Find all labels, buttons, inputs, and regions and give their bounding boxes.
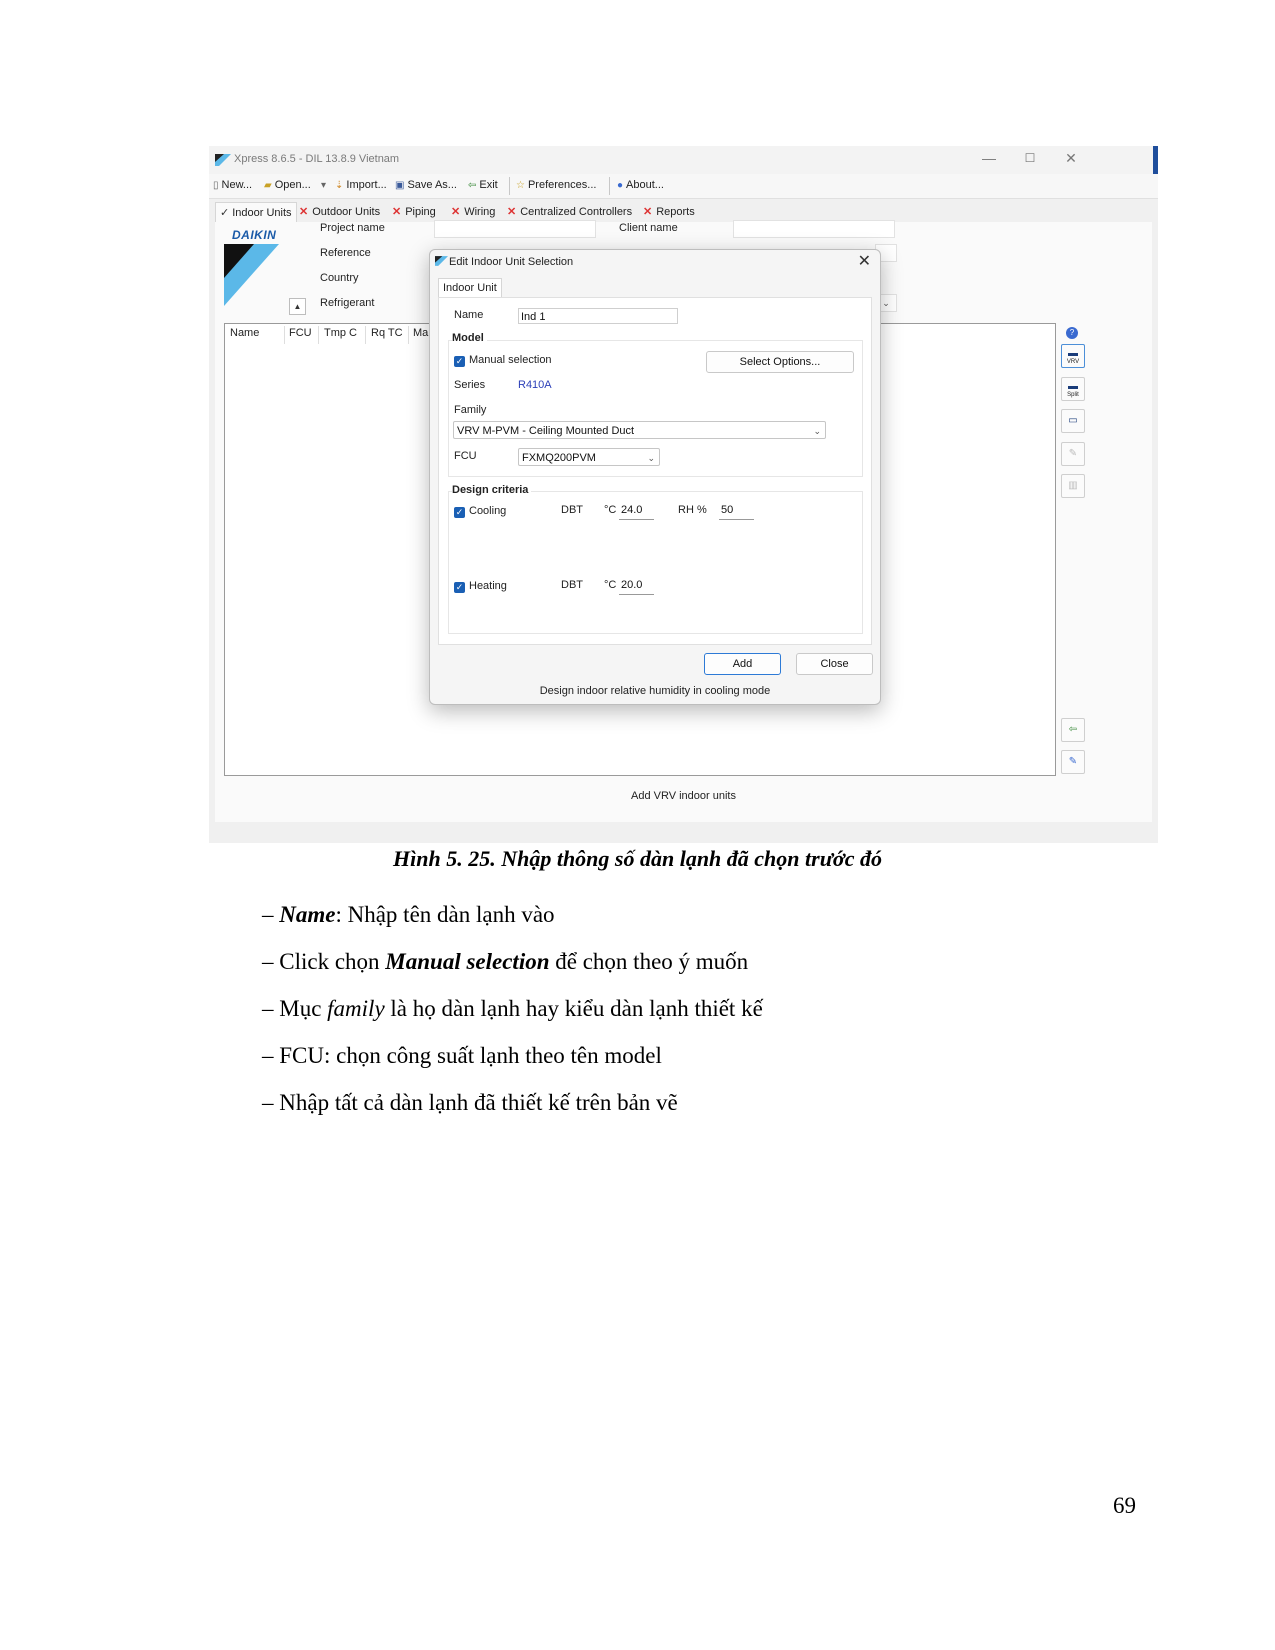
- name-label: Name: [454, 309, 484, 321]
- info-icon: ●: [617, 180, 624, 191]
- tab-outdoor-units[interactable]: ✕ Outdoor Units: [299, 206, 381, 218]
- error-x-icon: ✕: [299, 206, 309, 218]
- trash-icon: ▥: [1068, 480, 1078, 491]
- save-as-button[interactable]: ▣ Save As...: [395, 179, 457, 191]
- window-edge: [1153, 146, 1158, 174]
- close-window-button[interactable]: ✕: [1065, 150, 1077, 166]
- tab-piping[interactable]: ✕ Piping: [392, 206, 436, 218]
- tab-centralized-controllers[interactable]: ✕ Centralized Controllers: [507, 206, 633, 218]
- add-button[interactable]: Add: [704, 653, 781, 675]
- figure-caption: Hình 5. 25. Nhập thông số dàn lạnh đã chọn trước đó: [393, 846, 882, 871]
- toolbar: [209, 174, 1158, 199]
- exit-icon: ⇦: [468, 180, 477, 191]
- family-select[interactable]: VRV M-PVM - Ceiling Mounted Duct ⌄: [453, 421, 826, 439]
- open-dropdown-arrow[interactable]: [321, 179, 329, 191]
- new-button[interactable]: ▯ New...: [213, 179, 253, 191]
- chevron-down-icon: ▾: [321, 180, 327, 191]
- cooling-checkbox[interactable]: ✓: [455, 507, 464, 517]
- client-name-label: Client name: [619, 222, 678, 234]
- column-header-rqtc[interactable]: Rq TC: [371, 327, 403, 339]
- heating-unit-label: °C: [604, 579, 617, 591]
- tab-indoor-units[interactable]: ✓ Indoor Units: [215, 202, 297, 222]
- column-header-ma[interactable]: Ma: [413, 327, 429, 339]
- vrv-unit-icon: ▬: [1068, 348, 1078, 359]
- window-title: Xpress 8.6.5 - DIL 13.8.9 Vietnam: [234, 153, 400, 165]
- app-logo-icon: [215, 154, 231, 166]
- folder-icon: ▰: [264, 180, 272, 191]
- project-name-input[interactable]: [434, 220, 596, 238]
- dialog-close-icon[interactable]: ✕: [857, 253, 871, 270]
- status-bar: Add VRV indoor units: [631, 790, 736, 802]
- controller-icon: ▭: [1068, 415, 1078, 426]
- chevron-down-icon: ⌄: [647, 453, 655, 463]
- heating-label[interactable]: Heating: [469, 580, 507, 592]
- column-divider: [408, 326, 409, 344]
- design-criteria-heading: Design criteria: [452, 484, 531, 496]
- heating-checkbox[interactable]: ✓: [455, 582, 464, 592]
- add-vrv-button[interactable]: ▬ VRV: [1061, 344, 1085, 368]
- software-screenshot: [209, 146, 1158, 843]
- collapse-button[interactable]: ▲: [289, 298, 306, 315]
- series-value: R410A: [518, 379, 552, 391]
- country-label: Country: [320, 272, 359, 284]
- column-divider: [365, 326, 366, 344]
- title-bar: [209, 146, 1158, 174]
- maximize-button[interactable]: ☐: [1024, 151, 1036, 165]
- column-header-fcu[interactable]: FCU: [289, 327, 312, 339]
- bullet-fcu: – FCU: chọn công suất lạnh theo tên model: [262, 1043, 662, 1068]
- import-icon: ⇣: [335, 180, 344, 191]
- preferences-button[interactable]: ☆ Preferences...: [516, 179, 597, 191]
- error-x-icon: ✕: [643, 206, 653, 218]
- reference-label: Reference: [320, 247, 371, 259]
- rh-input[interactable]: 50: [719, 502, 754, 520]
- manual-selection-checkbox[interactable]: ✓: [455, 356, 464, 366]
- daikin-logo-icon: [224, 244, 279, 306]
- tab-indoor-unit[interactable]: Indoor Unit: [438, 278, 502, 297]
- edit-button[interactable]: [1061, 442, 1085, 466]
- fcu-select[interactable]: FXMQ200PVM ⌄: [518, 448, 660, 466]
- star-icon: ☆: [516, 180, 525, 191]
- cooling-dbt-input[interactable]: 24.0: [619, 502, 654, 520]
- help-icon[interactable]: ?: [1066, 327, 1078, 339]
- rh-label: RH %: [678, 504, 707, 516]
- error-x-icon: ✕: [507, 206, 517, 218]
- family-label: Family: [454, 404, 487, 416]
- check-icon: ✓: [220, 207, 230, 219]
- name-input[interactable]: Ind 1: [518, 308, 678, 324]
- controller-button[interactable]: [1061, 409, 1085, 433]
- chevron-down-icon: ⌄: [882, 298, 890, 308]
- dialog-title: Edit Indoor Unit Selection: [449, 256, 574, 268]
- chevron-down-icon: ⌄: [813, 426, 821, 436]
- note-icon: ✎: [1068, 756, 1078, 767]
- pencil-icon: ✎: [1068, 448, 1078, 459]
- about-button[interactable]: ● About...: [617, 179, 664, 191]
- column-divider: [318, 326, 319, 344]
- minimize-button[interactable]: —: [982, 150, 996, 166]
- delete-button[interactable]: [1061, 474, 1085, 498]
- save-icon: ▣: [395, 180, 405, 191]
- model-heading: Model: [452, 332, 487, 344]
- refrigerant-label: Refrigerant: [320, 297, 375, 309]
- column-divider: [284, 326, 285, 344]
- design-criteria-group: [448, 491, 863, 634]
- error-x-icon: ✕: [392, 206, 402, 218]
- import-button[interactable]: ⇣ Import...: [335, 179, 387, 191]
- bullet-name: – Name: Nhập tên dàn lạnh vào: [262, 902, 555, 927]
- close-button[interactable]: Close: [796, 653, 873, 675]
- daikin-logo-text: DAIKIN: [232, 228, 277, 242]
- open-button[interactable]: ▰ Open...: [264, 179, 311, 191]
- split-unit-icon: ▬: [1068, 381, 1078, 392]
- cooling-unit-label: °C: [604, 504, 617, 516]
- project-name-label: Project name: [320, 222, 385, 234]
- tab-reports[interactable]: ✕ Reports: [643, 206, 695, 218]
- bullet-manual-selection: – Click chọn Manual selection để chọn theo ý muốn: [262, 949, 749, 974]
- import-icon: ⇦: [1068, 724, 1078, 735]
- fcu-label: FCU: [454, 450, 477, 462]
- heating-dbt-label: DBT: [561, 579, 583, 591]
- edit-indoor-unit-dialog: [429, 249, 881, 705]
- tab-wiring[interactable]: ✕ Wiring: [451, 206, 496, 218]
- indoor-unit-panel: [438, 297, 872, 645]
- heating-dbt-input[interactable]: 20.0: [619, 577, 654, 595]
- report-button[interactable]: [1061, 750, 1085, 774]
- exit-button[interactable]: ⇦ Exit: [468, 179, 498, 191]
- manual-selection-label[interactable]: Manual selection: [469, 354, 552, 366]
- add-split-button[interactable]: ▬ Split: [1061, 377, 1085, 401]
- page-number: 69: [1113, 1493, 1136, 1518]
- dialog-status-text: Design indoor relative humidity in cooling mode: [539, 685, 771, 697]
- client-name-input[interactable]: [733, 220, 895, 238]
- app-logo-icon: [435, 256, 448, 266]
- new-file-icon: ▯: [213, 180, 219, 191]
- toolbar-divider: [509, 177, 510, 195]
- series-label: Series: [454, 379, 486, 391]
- bullet-family: – Mục family là họ dàn lạnh hay kiểu dàn lạnh thiết kế: [262, 996, 763, 1021]
- cooling-dbt-label: DBT: [561, 504, 583, 516]
- import-units-button[interactable]: [1061, 718, 1085, 742]
- cooling-label[interactable]: Cooling: [469, 505, 507, 517]
- bullet-enter-all: – Nhập tất cả dàn lạnh đã thiết kế trên bản vẽ: [262, 1090, 678, 1115]
- column-header-name[interactable]: Name: [230, 327, 260, 339]
- select-options-button[interactable]: Select Options...: [706, 351, 854, 373]
- toolbar-divider: [609, 177, 610, 195]
- error-x-icon: ✕: [451, 206, 461, 218]
- column-header-tmp[interactable]: Tmp C: [324, 327, 357, 339]
